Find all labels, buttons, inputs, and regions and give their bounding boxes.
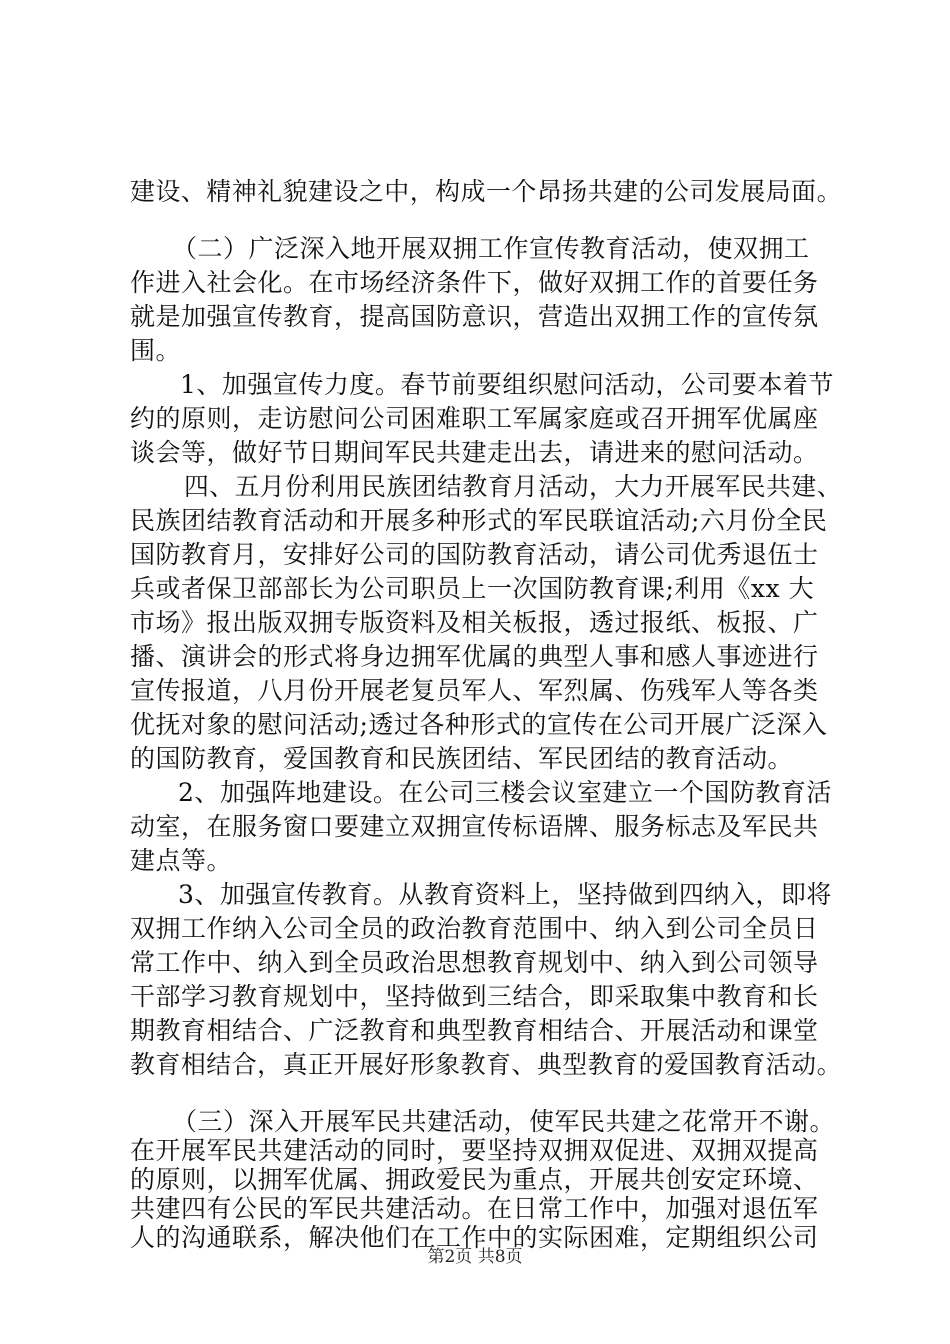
paragraph-line: 干部学习教育规划中，坚持做到三结合，即采取集中教育和长 [130, 982, 819, 1011]
paragraph-line: 在开展军民共建活动的同时，要坚持双拥双促进、双拥双提高 [130, 1136, 819, 1165]
paragraph-line: 教育相结合，真正开展好形象教育、典型教育的爱国教育活动。 [130, 1050, 843, 1079]
paragraph-line: 常工作中、纳入到全员政治思想教育规划中、纳入到公司领导 [130, 948, 819, 977]
paragraph-line: 就是加强宣传教育，提高国防意识，营造出双拥工作的宣传氛 [130, 302, 819, 331]
paragraph-line: 的原则，以拥军优属、拥政爱民为重点，开展共创安定环境、 [130, 1165, 819, 1194]
paragraph-line: 民族团结教育活动和开展多种形式的军民联谊活动;六月份全民 [130, 506, 828, 535]
paragraph-line: 期教育相结合、广泛教育和典型教育相结合、开展活动和课堂 [130, 1016, 819, 1045]
paragraph-line: 围。 [130, 336, 182, 365]
paragraph-line: （二）广泛深入地开展双拥工作宣传教育活动，使双拥工 [172, 234, 810, 263]
paragraph-line: 优抚对象的慰问活动;透过各种形式的宣传在公司开展广泛深入 [130, 710, 828, 739]
paragraph-line: （三）深入开展军民共建活动，使军民共建之花常开不谢。 [172, 1107, 836, 1136]
paragraph-line: 约的原则，走访慰问公司困难职工军属家庭或召开拥军优属座 [130, 404, 819, 433]
paragraph-line: 播、演讲会的形式将身边拥军优属的典型人事和感人事迹进行 [130, 642, 819, 671]
paragraph-line: 市场》报出版双拥专版资料及相关板报，透过报纸、板报、广 [130, 608, 819, 637]
paragraph-line: 建设、精神礼貌建设之中，构成一个昂扬共建的公司发展局面。 [130, 177, 843, 206]
paragraph-line: 谈会等，做好节日期间军民共建走出去，请进来的慰问活动。 [130, 438, 819, 467]
paragraph-line: 建点等。 [130, 846, 233, 875]
paragraph-line: 兵或者保卫部部长为公司职员上一次国防教育课;利用《xx 大 [130, 574, 815, 603]
paragraph-line: 国防教育月，安排好公司的国防教育活动，请公司优秀退伍士 [130, 540, 819, 569]
paragraph-line: 3、加强宣传教育。从教育资料上，坚持做到四纳入，即将 [178, 880, 832, 909]
paragraph-line: 四、五月份利用民族团结教育月活动，大力开展军民共建、 [184, 472, 843, 501]
page-footer: 第2页 共8页 [427, 1247, 523, 1267]
paragraph-line: 人的沟通联系，解决他们在工作中的实际困难，定期组织公司 [130, 1223, 819, 1252]
paragraph-line: 共建四有公民的军民共建活动。在日常工作中，加强对退伍军 [130, 1194, 819, 1223]
paragraph-line: 双拥工作纳入公司全员的政治教育范围中、纳入到公司全员日 [130, 914, 819, 943]
paragraph-line: 作进入社会化。在市场经济条件下，做好双拥工作的首要任务 [130, 268, 819, 297]
paragraph-line: 宣传报道，八月份开展老复员军人、军烈属、伤残军人等各类 [130, 676, 819, 705]
paragraph-line: 的国防教育，爱国教育和民族团结、军民团结的教育活动。 [130, 744, 794, 773]
paragraph-line: 2、加强阵地建设。在公司三楼会议室建立一个国防教育活 [178, 778, 832, 807]
paragraph-line: 1、加强宣传力度。春节前要组织慰问活动，公司要本着节 [180, 370, 834, 399]
paragraph-line: 动室，在服务窗口要建立双拥宣传标语牌、服务标志及军民共 [130, 812, 819, 841]
